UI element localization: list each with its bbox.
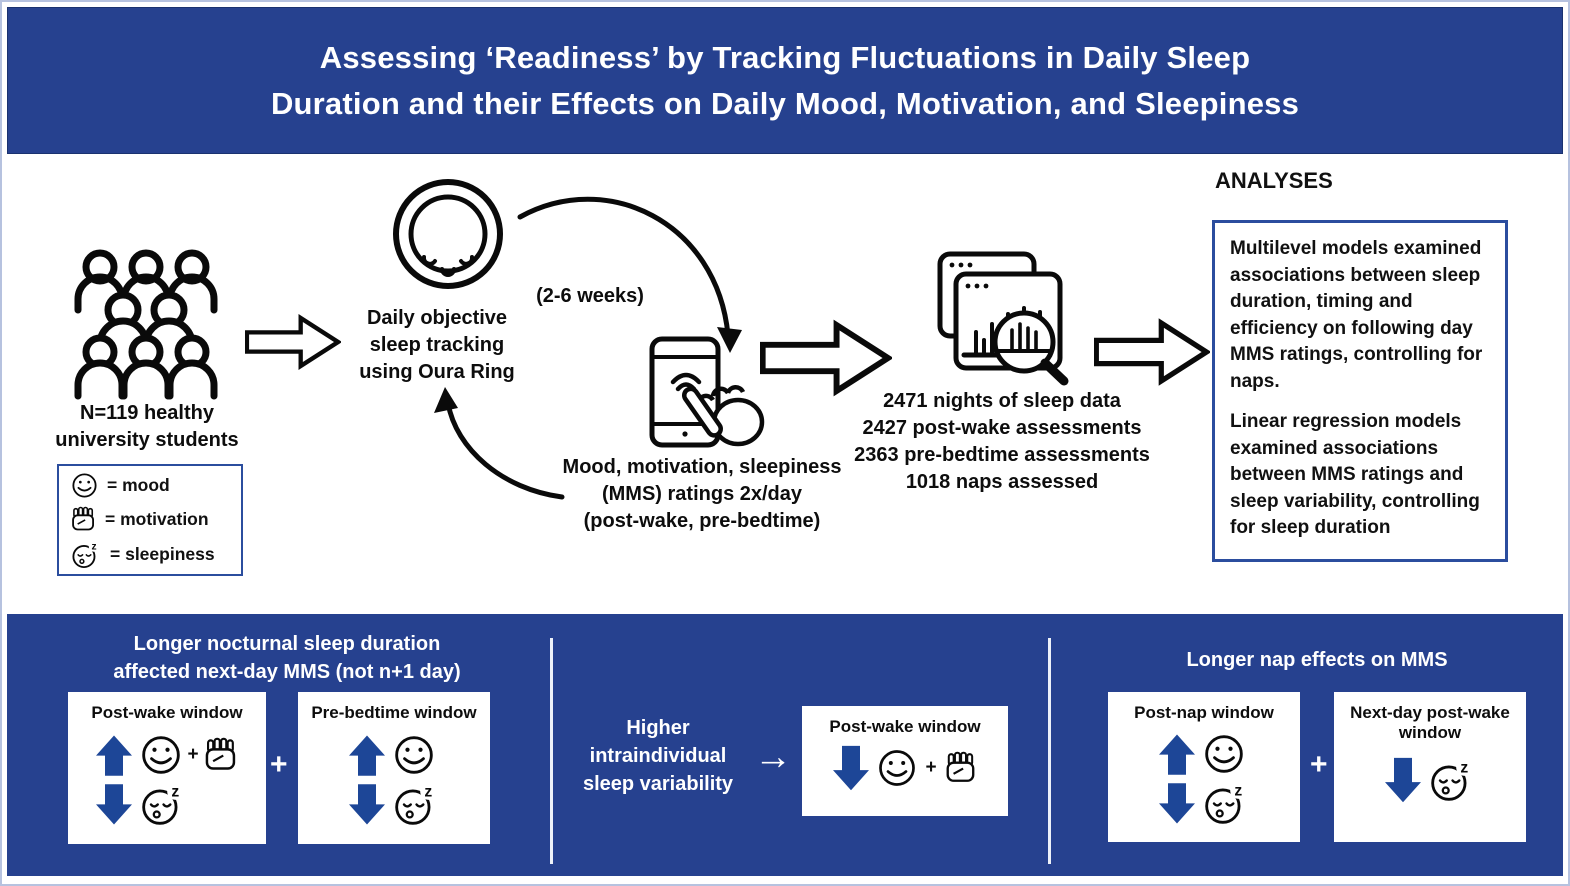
card-variability-post-wake: [802, 706, 1008, 816]
legend-motivation-label: = motivation: [105, 508, 209, 529]
oura-caption-line3: using Oura Ring: [359, 361, 515, 383]
title-banner: [7, 7, 1563, 154]
card-next-day-post-wake: [1334, 692, 1526, 842]
participants-caption-line1: N=119 healthy: [80, 402, 214, 424]
participants-caption: [32, 400, 262, 454]
card-next-day-title-line2: window: [1398, 723, 1462, 742]
legend-mood-label: = mood: [107, 474, 170, 495]
oura-caption-line1: Daily objective: [366, 307, 508, 329]
down-arrow-icon: [833, 745, 869, 791]
sleepiness-face-icon: [393, 782, 439, 826]
mms-caption-line2: (MMS) ratings 2x/day: [601, 483, 803, 505]
left-result-heading-line2: affected next-day MMS (not n+1 day): [113, 661, 461, 683]
legend-row-sleepiness: [71, 540, 229, 569]
mms-caption-line1: Mood, motivation, sleepiness: [562, 456, 842, 478]
flow-arrow-1-icon: [245, 313, 341, 371]
mood-smiley-icon: [140, 734, 182, 776]
flow-arrow-3-icon: [1094, 315, 1210, 389]
sleep-variability-line2: intraindividual: [589, 745, 727, 767]
panel-divider-2: [1048, 638, 1051, 864]
analyses-box: [1212, 220, 1508, 562]
oura-caption-line2: sleep tracking: [369, 334, 505, 356]
up-down-arrow-icon: [1159, 731, 1195, 827]
mood-smiley-icon: [1203, 733, 1245, 775]
plus-sign: +: [270, 748, 288, 781]
mood-smiley-icon: [71, 472, 98, 499]
panel-divider-1: [550, 638, 553, 864]
mms-caption: [537, 454, 867, 535]
sleep-variability-line3: sleep variability: [582, 773, 734, 795]
motivation-fist-icon: [945, 751, 977, 785]
card-post-wake-window: [68, 692, 266, 844]
card-next-day-title-line1: Next-day post-wake: [1350, 703, 1510, 722]
sleepiness-face-icon: [140, 782, 186, 826]
card-variability-title: Post-wake window: [829, 717, 981, 736]
plus-sign: +: [187, 744, 199, 765]
duration-label: (2-6 weeks): [536, 285, 644, 307]
plus-sign: +: [1310, 748, 1328, 781]
plus-sign: +: [925, 757, 937, 778]
flow-arrow-2-icon: [760, 318, 892, 398]
sleepiness-face-icon: [71, 540, 101, 569]
analyses-paragraph-1: Multilevel models examined associations between sleep duration, timing and efficiency on following day MMS ratings, controlling for naps.: [1230, 238, 1483, 392]
sleepiness-face-icon: [1429, 758, 1475, 802]
sleep-data-icon: [932, 248, 1074, 386]
phone-touch-icon: [640, 334, 770, 456]
legend-row-motivation: [71, 506, 229, 533]
card-pre-bedtime-window: [298, 692, 490, 844]
stats-nights: 2471 nights of sleep data: [883, 390, 1121, 412]
left-result-heading-line1: Longer nocturnal sleep duration: [133, 633, 441, 655]
sleep-variability-label: [568, 714, 748, 798]
title-line-2: Duration and their Effects on Daily Mood, Motivation, and Sleepiness: [270, 85, 1300, 121]
mms-caption-line3: (post-wake, pre-bedtime): [583, 510, 821, 532]
card-post-nap-title: Post-nap window: [1134, 703, 1274, 722]
mood-smiley-icon: [877, 748, 917, 788]
up-down-arrow-icon: [96, 731, 132, 829]
mood-smiley-icon: [393, 734, 435, 776]
dataset-stats: [847, 388, 1157, 496]
card-post-wake-title: Post-wake window: [91, 703, 243, 722]
stats-naps: 1018 naps assessed: [905, 471, 1099, 493]
analyses-paragraph-2: Linear regression models examined associations between MMS ratings and sleep variability, controlling for sleep duration: [1230, 411, 1480, 538]
card-post-nap-window: [1108, 692, 1300, 842]
sleep-variability-line1: Higher: [626, 717, 690, 739]
down-arrow-icon: [1385, 757, 1421, 803]
stats-post-wake: 2427 post-wake assessments: [862, 417, 1142, 439]
left-result-heading: [92, 630, 482, 686]
up-down-arrow-icon: [349, 731, 385, 829]
stats-pre-bedtime: 2363 pre-bedtime assessments: [854, 444, 1150, 466]
legend-sleepiness-label: = sleepiness: [110, 543, 215, 564]
card-pre-bedtime-title: Pre-bedtime window: [311, 703, 477, 722]
right-result-heading: Longer nap effects on MMS: [1186, 649, 1448, 671]
legend-row-mood: [71, 472, 229, 499]
sleepiness-face-icon: [1203, 781, 1249, 825]
mms-legend-box: [57, 464, 243, 576]
participants-group-icon: [70, 248, 222, 400]
right-arrow-icon: →: [754, 736, 792, 778]
motivation-fist-icon: [204, 737, 238, 773]
analyses-heading: ANALYSES: [1215, 168, 1333, 193]
participants-caption-line2: university students: [55, 429, 239, 451]
motivation-fist-icon: [71, 506, 96, 533]
title-line-1: Assessing ‘Readiness’ by Tracking Fluctuations in Daily Sleep: [319, 39, 1251, 75]
